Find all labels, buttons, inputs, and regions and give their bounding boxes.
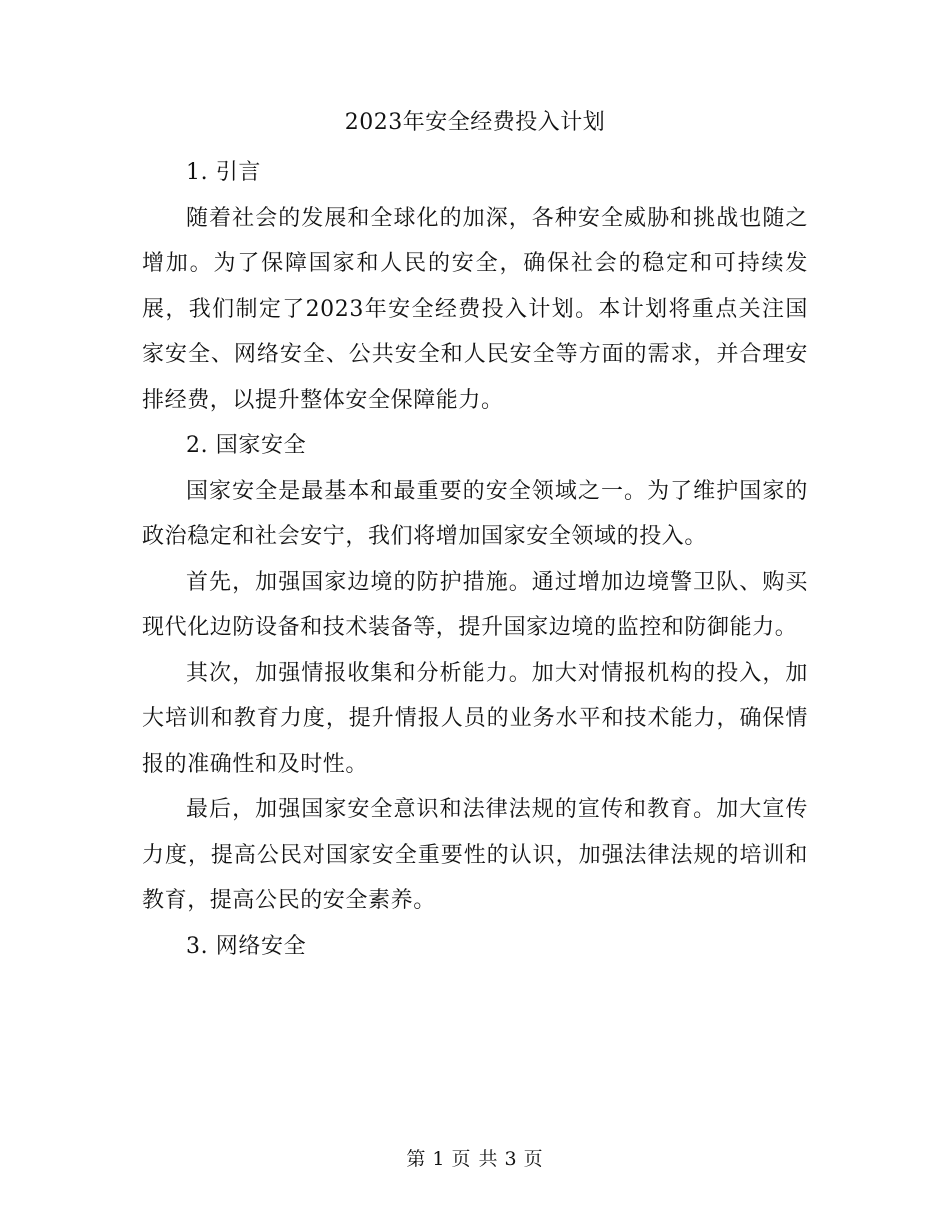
footer-current-page: 1 bbox=[432, 1148, 446, 1170]
footer-mid: 页 共 bbox=[451, 1148, 499, 1170]
page-footer bbox=[0, 1144, 950, 1174]
footer-total-pages: 3 bbox=[504, 1148, 518, 1170]
section-heading-national-security: 2. 国家安全 bbox=[186, 433, 307, 458]
paragraph-national-security-overview: 国家安全是最基本和最重要的安全领域之一。为了维护国家的政治稳定和社会安宁，我们将增加国家安全领域的投入。 bbox=[142, 478, 808, 549]
paragraph-intelligence: 其次，加强情报收集和分析能力。加大对情报机构的投入，加大培训和教育力度，提升情报人员的业务水平和技术能力，确保情报的准确性和及时性。 bbox=[142, 660, 808, 777]
document-body bbox=[142, 150, 808, 969]
section-heading-intro: 1. 引言 bbox=[186, 160, 261, 185]
paragraph-intro: 随着社会的发展和全球化的加深，各种安全威胁和挑战也随之增加。为了保障国家和人民的安全，确保社会的稳定和可持续发展，我们制定了2023年安全经费投入计划。本计划将重点关注国家安全、网络安全、公共安全和人民安全等方面的需求，并合理安排经费，以提升整体安全保障能力。 bbox=[142, 205, 808, 413]
paragraph-awareness-education: 最后，加强国家安全意识和法律法规的宣传和教育。加大宣传力度，提高公民对国家安全重要性的认识，加强法律法规的培训和教育，提高公民的安全素养。 bbox=[142, 797, 808, 913]
footer-prefix: 第 bbox=[406, 1148, 427, 1170]
paragraph-border-protection: 首先，加强国家边境的防护措施。通过增加边境警卫队、购买现代化边防设备和技术装备等，提升国家边境的监控和防御能力。 bbox=[142, 569, 808, 640]
section-heading-cyber-security: 3. 网络安全 bbox=[186, 933, 307, 959]
footer-suffix: 页 bbox=[523, 1148, 544, 1170]
document-title: 2023年安全经费投入计划 bbox=[344, 110, 606, 135]
